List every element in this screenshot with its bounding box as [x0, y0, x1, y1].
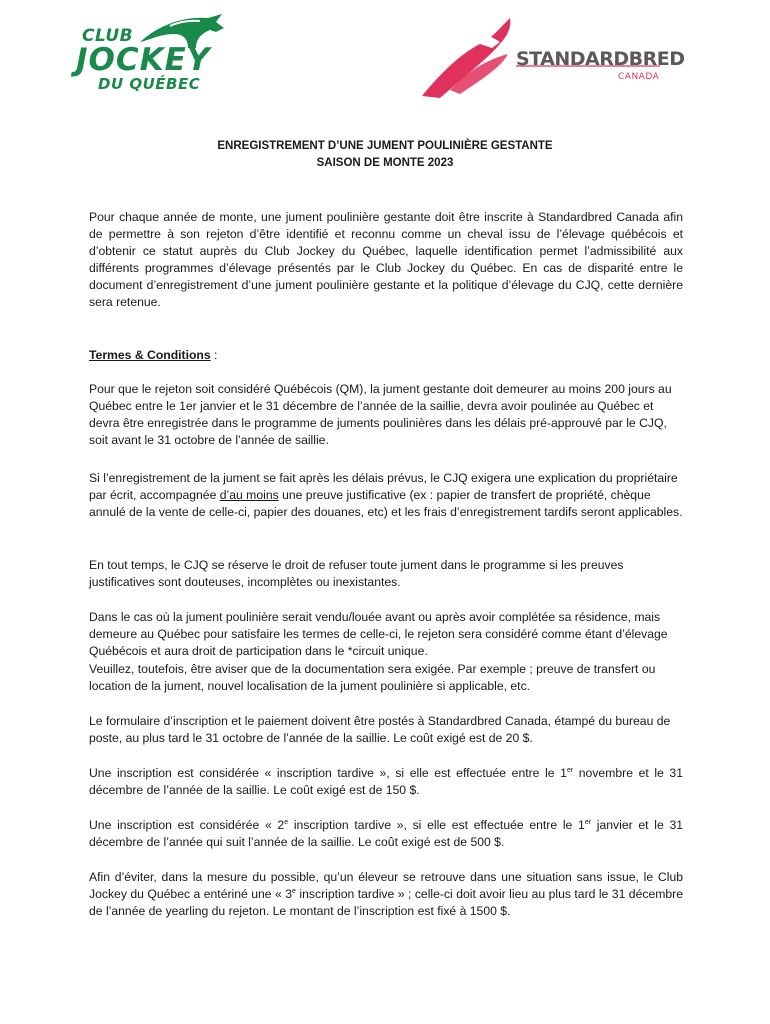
terms-p8-text-b: inscription tardive », si elle est effectuée entre le 1 [288, 818, 585, 832]
terms-p8-text-c: janvier et le 31 décembre de l’année qui suit l’année de la saillie. Le coût exigé est de 500 $. [89, 818, 684, 849]
logo-text-standardbred: STANDARDBRED [516, 48, 685, 70]
terms-paragraph-7 [89, 765, 683, 799]
terms-paragraph-2 [89, 470, 683, 521]
terms-paragraph-5: Veuillez, toutefois, être aviser que de la documentation sera exigée. Par exemple ; preuve de transfert ou location de la jument, nouvel localisation de la jument poulinière si applicable, etc. [89, 662, 656, 693]
terms-paragraph-3: En tout temps, le CJQ se réserve le droit de refuser toute jument dans le programme si les preuves justificatives sont douteuses, incomplètes ou inexistantes. [89, 558, 624, 589]
terms-p8-text-a: Une inscription est considérée « 2 [89, 818, 285, 832]
terms-heading-label: Termes & Conditions [89, 348, 211, 362]
terms-p8-sup-2: er [584, 818, 592, 826]
logo-text-club: CLUB [82, 26, 134, 46]
terms-p7-text-a: Une inscription est considérée « inscription tardive », si elle est effectuée entre le 1 [89, 766, 567, 780]
logo-text-du-quebec: DU QUÉBEC [98, 75, 201, 93]
terms-paragraph-6: Le formulaire d’inscription et le paiement doivent être postés à Standardbred Canada, étampé du bureau de poste, au plus tard le 31 octobre de l’année de la saillie. Le coût exigé est de 20 $. [89, 714, 671, 745]
terms-p9-text-b: inscription tardive » ; celle-ci doit avoir lieu au plus tard le 31 décembre de l’année de yearling du rejeton. Le montant de l’inscription est fixé à 1500 $. [89, 887, 683, 918]
standardbred-canada-logo [420, 14, 685, 100]
logo-text-canada: CANADA [618, 72, 660, 82]
document-subtitle: SAISON DE MONTE 2023 [316, 157, 454, 169]
terms-p2-text-a: Si l’enregistrement de la jument se fait après les délais prévus, le CJQ exigera une explication du propriétaire par écrit, accompagnée [89, 471, 678, 502]
terms-p9-text-a: Afin d’éviter, dans la mesure du possible, qu’un éleveur se retrouve dans une situation sans issue, le Club Jockey du Québec a entériné une « 3 [89, 870, 683, 901]
terms-heading-colon: : [210, 348, 218, 362]
document-title: ENREGISTREMENT D’UNE JUMENT POULINIÈRE GESTANTE [217, 140, 553, 152]
terms-paragraph-4: Dans le cas où la jument poulinière serait vendu/louée avant ou après avoir complétée sa résidence, mais demeure au Québec pour satisfaire les termes de celle-ci, le rejeton sera considéré comme étant d’élevage Québécois et aura droit de participation dans le *circuit unique. [89, 610, 668, 658]
terms-heading [89, 347, 217, 364]
terms-p2-underlined: d’au moins [219, 488, 279, 502]
terms-p2-text-b: une preuve justificative (ex : papier de transfert de propriété, chèque annulé de la vente de celle-ci, papier des douanes, etc) et les frais d’enregistrement tardifs seront applicables. [89, 488, 683, 519]
terms-p8-sup-1: e [284, 818, 289, 826]
terms-p7-sup: er [566, 766, 574, 774]
intro-paragraph: Pour chaque année de monte, une jument poulinière gestante doit être inscrite à Standardbred Canada afin de permettre à son rejeton d’être identifié et reconnu comme un cheval issu de l’élevage québécois et d’obtenir ce statut auprès du Club Jockey du Québec, laquelle identification permet l’admissibilité aux différents programmes d’élevage présentés par le Club Jockey du Québec. En cas de disparité entre le document d’enregistrement d’une jument poulinière gestante et la politique d’élevage du CJQ, cette dernière sera retenue. [89, 210, 683, 309]
terms-p7-text-b: novembre et le 31 décembre de l’année de la saillie. Le coût exigé est de 150 $. [89, 766, 683, 797]
terms-paragraph-8 [89, 817, 683, 851]
terms-paragraph-9 [89, 869, 683, 920]
terms-p9-sup: e [292, 887, 296, 895]
logo-text-jockey: JOCKEY [76, 42, 211, 78]
club-jockey-logo [74, 12, 244, 96]
terms-paragraph-1: Pour que le rejeton soit considéré Québécois (QM), la jument gestante doit demeurer au moins 200 jours au Québec entre le 1er janvier et le 31 décembre de l’année de la saillie, devra avoir poulinée au Québec et devra être enregistrée dans le programme de juments poulinières dans les délais pré-approuvé par le CJQ, soit avant le 31 octobre de l’année de saillie. [89, 382, 672, 447]
